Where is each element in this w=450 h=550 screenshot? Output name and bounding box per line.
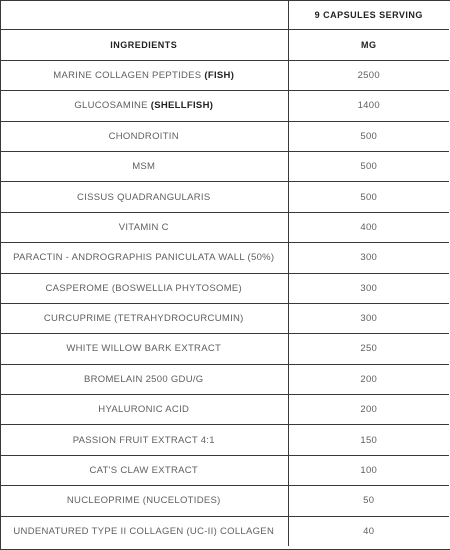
ingredient-name-cell — [0, 364, 288, 394]
ingredient-mg-cell: 100 — [288, 455, 449, 485]
header-blank-cell — [0, 0, 288, 30]
ingredient-mg-cell: 200 — [288, 364, 449, 394]
table-row — [0, 395, 449, 425]
ingredient-name: GLUCOSAMINE — [74, 100, 148, 112]
table-row — [0, 212, 449, 242]
ingredient-name: UNDENATURED TYPE II COLLAGEN (UC-II) COLLAGEN — [13, 525, 275, 537]
table-row — [0, 121, 449, 151]
table-row — [0, 60, 449, 90]
table-row — [0, 334, 449, 364]
ingredient-name: CASPEROME (BOSWELLIA PHYTOSOME) — [45, 282, 243, 294]
table-row — [0, 182, 449, 212]
ingredient-name-cell — [0, 151, 288, 181]
allergen-label: (SHELLFISH) — [150, 100, 214, 112]
ingredient-name-cell — [0, 395, 288, 425]
ingredient-mg-cell: 400 — [288, 212, 449, 242]
ingredient-name: NUCLEOPRIME (NUCELOTIDES) — [66, 495, 221, 507]
table-row — [0, 364, 449, 394]
table-row — [0, 516, 449, 546]
table-row — [0, 243, 449, 273]
ingredient-name: HYALURONIC ACID — [98, 404, 190, 416]
ingredient-mg-cell: 300 — [288, 243, 449, 273]
ingredient-name: MSM — [132, 161, 156, 173]
ingredient-mg-cell: 500 — [288, 151, 449, 181]
subheader-row — [0, 30, 449, 60]
ingredient-name: WHITE WILLOW BARK EXTRACT — [66, 343, 222, 355]
ingredient-name-cell — [0, 121, 288, 151]
ingredient-name-cell — [0, 303, 288, 333]
ingredient-mg-cell: 500 — [288, 182, 449, 212]
ingredient-name: CHONDROITIN — [108, 130, 179, 142]
ingredient-mg-cell: 250 — [288, 334, 449, 364]
ingredient-name: BROMELAIN 2500 GDU/G — [83, 373, 204, 385]
ingredient-mg-cell: 500 — [288, 121, 449, 151]
header-row — [0, 0, 449, 30]
ingredient-name: PASSION FRUIT EXTRACT 4:1 — [72, 434, 215, 446]
table-row — [0, 273, 449, 303]
ingredient-name-cell — [0, 182, 288, 212]
ingredient-name-cell — [0, 516, 288, 546]
serving-header: 9 CAPSULES SERVING — [288, 0, 449, 30]
allergen-label: (FISH) — [204, 69, 235, 81]
ingredient-name-cell — [0, 455, 288, 485]
ingredient-name: CAT'S CLAW EXTRACT — [89, 465, 199, 477]
ingredient-name-cell — [0, 486, 288, 516]
ingredient-mg-cell: 150 — [288, 425, 449, 455]
ingredient-name: PARACTIN - ANDROGRAPHIS PANICULATA WALL (50%) — [13, 252, 275, 264]
table-row — [0, 425, 449, 455]
ingredient-mg-cell: 300 — [288, 303, 449, 333]
ingredient-mg-cell: 40 — [288, 516, 449, 546]
ingredients-header: INGREDIENTS — [0, 30, 288, 60]
ingredient-name-cell — [0, 334, 288, 364]
ingredient-name-cell — [0, 91, 288, 121]
ingredient-mg-cell: 1400 — [288, 91, 449, 121]
ingredient-name-cell — [0, 212, 288, 242]
table-row — [0, 91, 449, 121]
ingredient-name-cell — [0, 425, 288, 455]
ingredient-name-cell — [0, 243, 288, 273]
table-row — [0, 303, 449, 333]
ingredient-mg-cell: 300 — [288, 273, 449, 303]
ingredient-name: CISSUS QUADRANGULARIS — [76, 191, 211, 203]
ingredient-name-cell — [0, 273, 288, 303]
ingredient-name: MARINE COLLAGEN PEPTIDES — [53, 69, 202, 81]
unit-header: MG — [288, 30, 449, 60]
table-row — [0, 455, 449, 485]
ingredient-name: CURCUPRIME (TETRAHYDROCURCUMIN) — [43, 313, 244, 325]
table-row — [0, 151, 449, 181]
ingredient-mg-cell: 200 — [288, 395, 449, 425]
table-row — [0, 486, 449, 516]
ingredient-mg-cell: 50 — [288, 486, 449, 516]
ingredient-mg-cell: 2500 — [288, 60, 449, 90]
ingredient-name: VITAMIN C — [118, 221, 169, 233]
ingredient-name-cell — [0, 60, 288, 90]
